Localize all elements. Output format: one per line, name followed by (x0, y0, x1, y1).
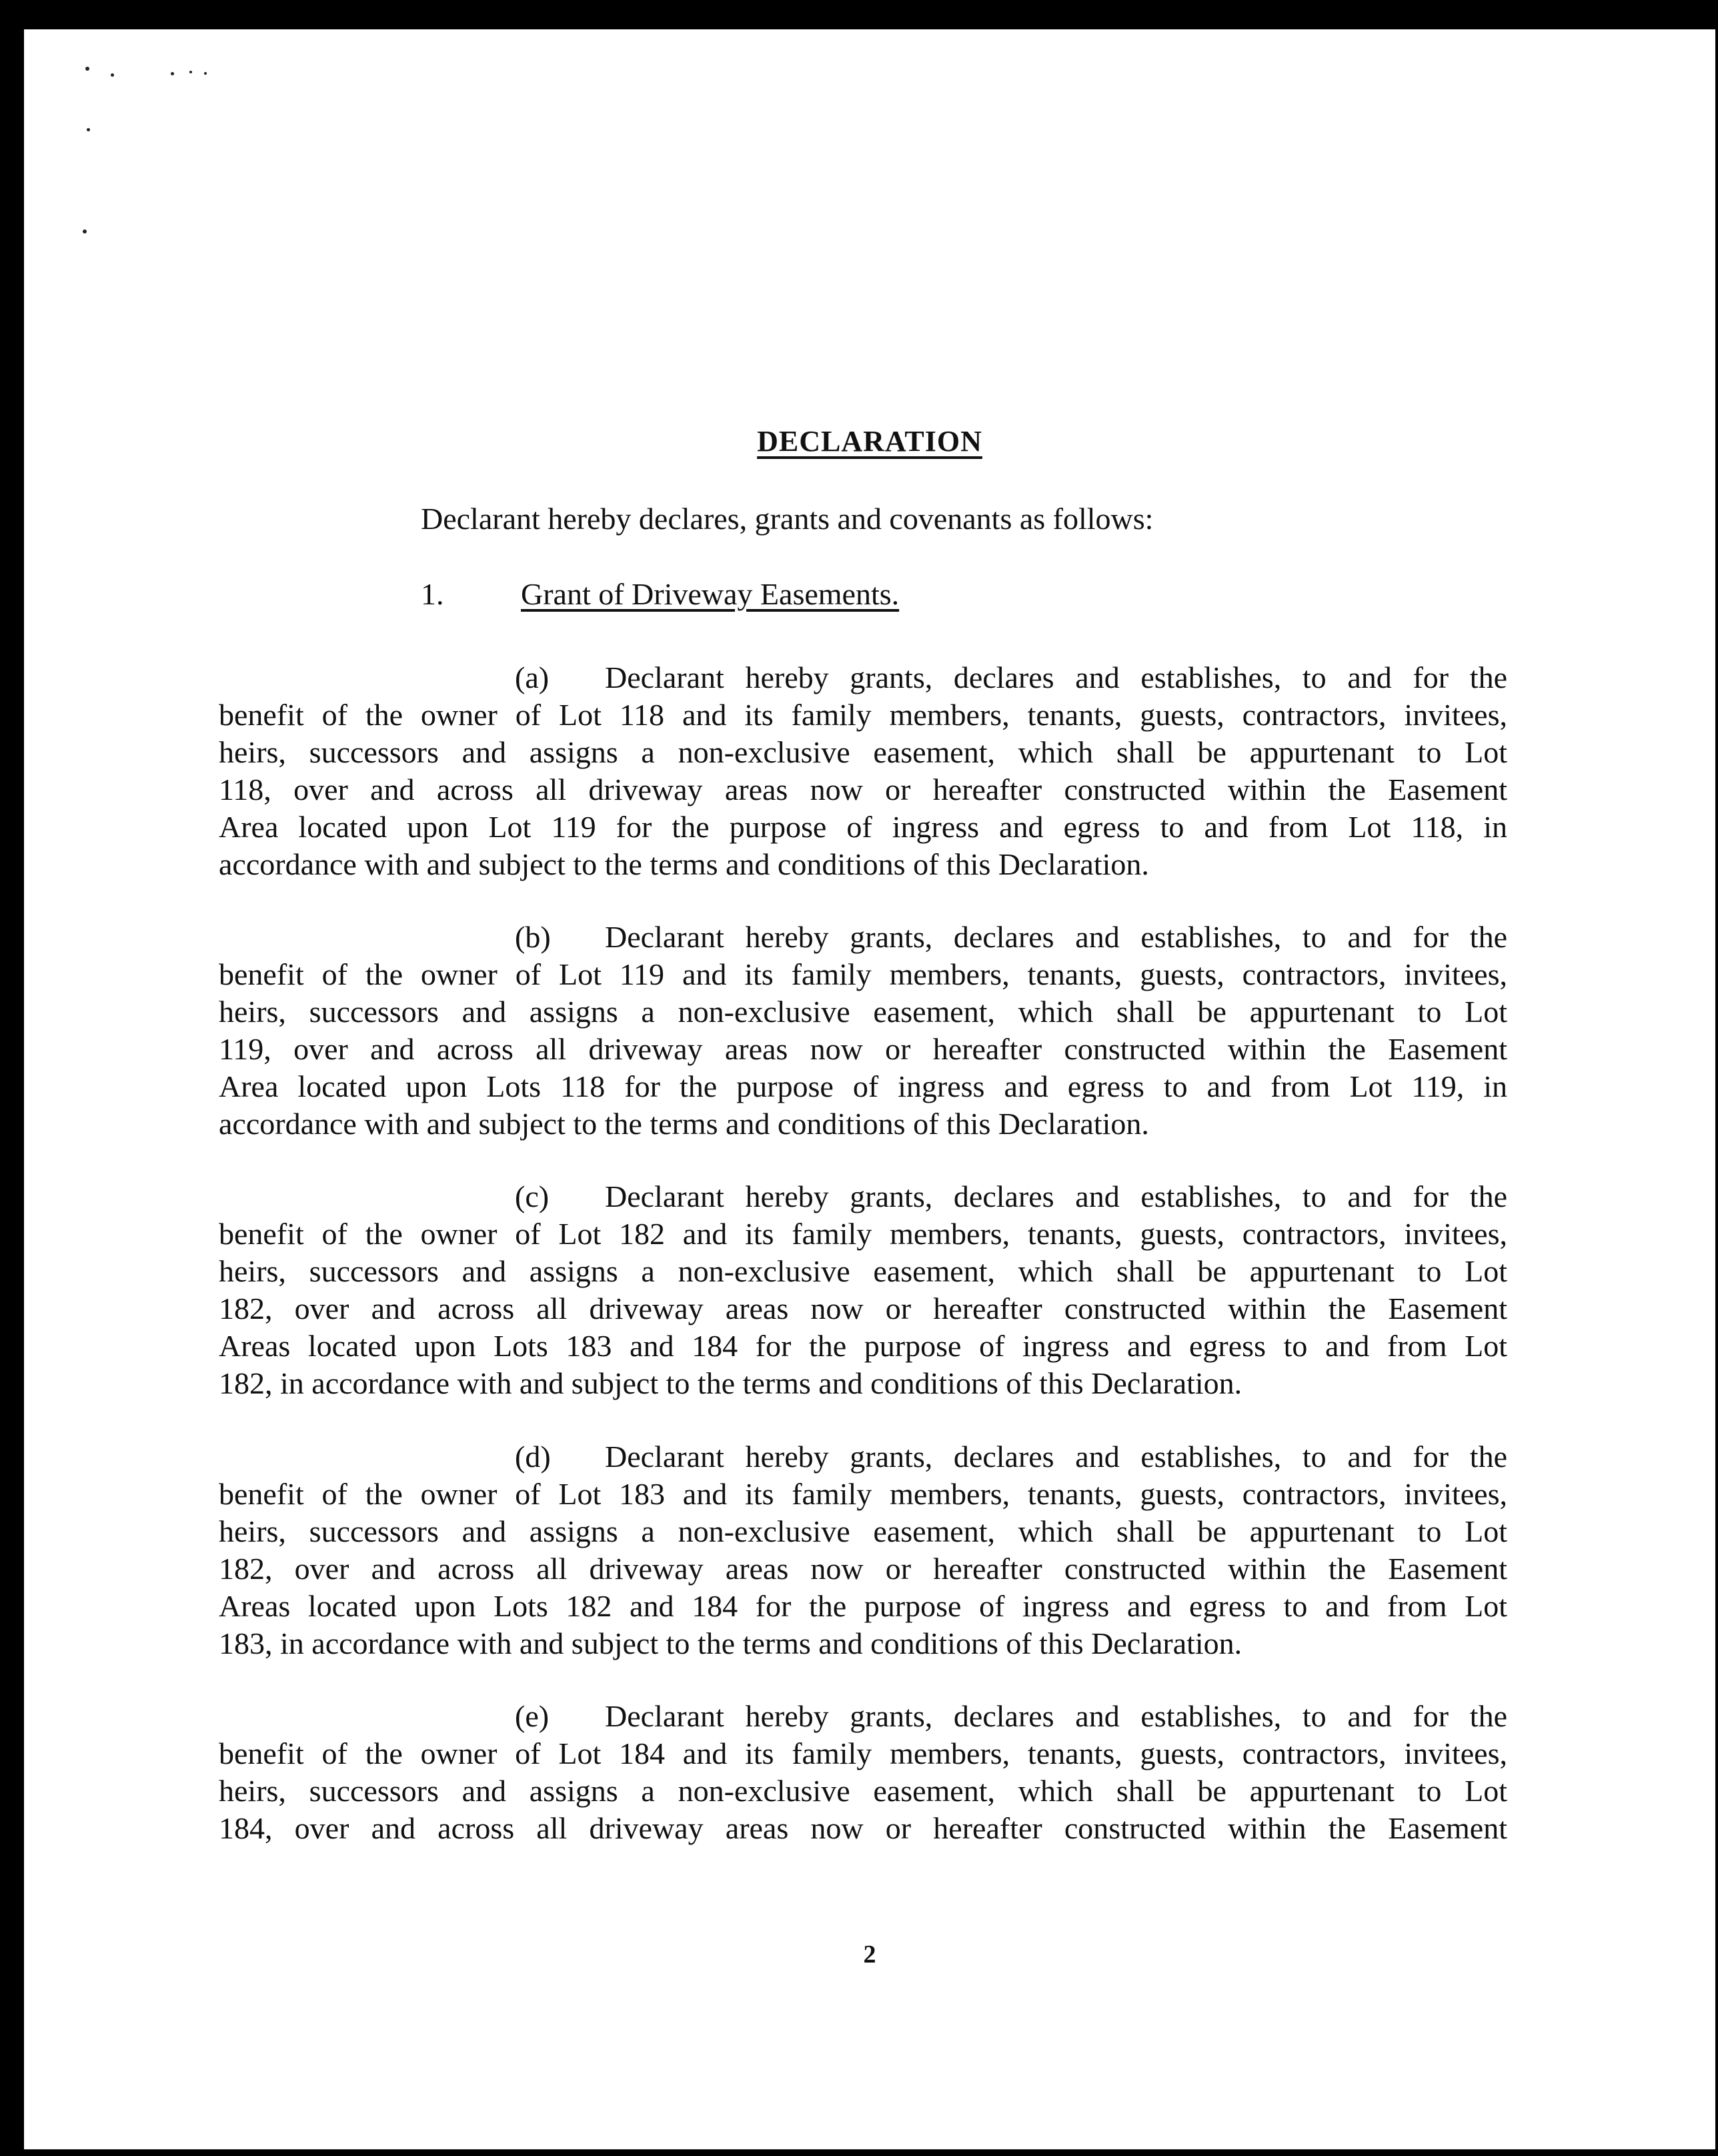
section-title: Grant of Driveway Easements. (521, 577, 900, 611)
paragraph-line: heirs, successors and assigns a non-exclusive easement, which shall be appurtenant to Lot (219, 735, 1507, 769)
paragraph-line: benefit of the owner of Lot 183 and its family members, tenants, guests, contractors, invitees, (219, 1477, 1507, 1511)
scan-speck (85, 67, 89, 71)
paragraph-line-text: Declarant hereby grants, declares and establishes, to and for the (605, 920, 1507, 954)
paragraph-line: Areas located upon Lots 182 and 184 for the purpose of ingress and egress to and from Lot (219, 1589, 1507, 1623)
paragraph-line: 182, over and across all driveway areas now or hereafter constructed within the Easement (219, 1291, 1507, 1325)
paragraph-line: accordance with and subject to the terms and conditions of this Declaration. (219, 847, 1149, 881)
paragraph-line: 184, over and across all driveway areas now or hereafter constructed within the Easement (219, 1811, 1507, 1845)
section-heading (421, 576, 899, 612)
paragraph-line: heirs, successors and assigns a non-exclusive easement, which shall be appurtenant to Lot (219, 1774, 1507, 1808)
paragraph-line: benefit of the owner of Lot 118 and its family members, tenants, guests, contractors, invitees, (219, 698, 1507, 732)
paragraph (219, 919, 1507, 1143)
paragraph-label: (c) (515, 1179, 550, 1213)
paragraph-line: benefit of the owner of Lot 182 and its family members, tenants, guests, contractors, invitees, (219, 1217, 1507, 1251)
paragraph-first-line (219, 919, 1507, 956)
paragraph-line: benefit of the owner of Lot 119 and its family members, tenants, guests, contractors, invitees, (219, 957, 1507, 991)
paragraph-line: accordance with and subject to the terms and conditions of this Declaration. (219, 1107, 1149, 1141)
paragraph-label: (a) (515, 660, 550, 694)
document-page (24, 29, 1715, 2149)
scan-speck (189, 71, 192, 73)
paragraph-line-text: Declarant hereby grants, declares and establishes, to and for the (605, 1440, 1507, 1474)
paragraph-first-line (219, 659, 1507, 696)
scan-speck (171, 72, 174, 75)
paragraph (219, 1698, 1507, 1847)
paragraph-line: 182, in accordance with and subject to the terms and conditions of this Declaration. (219, 1366, 1242, 1400)
scan-speck (111, 73, 114, 77)
paragraph-label: (e) (515, 1699, 550, 1733)
scan-speck (87, 128, 90, 131)
paragraph (219, 659, 1507, 883)
paragraph-line: 182, over and across all driveway areas now or hereafter constructed within the Easement (219, 1552, 1507, 1586)
scan-speck (204, 72, 207, 75)
paragraph-line: 183, in accordance with and subject to the terms and conditions of this Declaration. (219, 1626, 1242, 1660)
intro-text: Declarant hereby declares, grants and covenants as follows: (421, 502, 1154, 536)
scan-speck (83, 229, 87, 233)
paragraph-first-line (219, 1178, 1507, 1215)
paragraph (219, 1178, 1507, 1402)
paragraph-line: 118, over and across all driveway areas now or hereafter constructed within the Easement (219, 772, 1507, 806)
paragraph-line: Areas located upon Lots 183 and 184 for the purpose of ingress and egress to and from Lot (219, 1329, 1507, 1363)
paragraph-line: Area located upon Lot 119 for the purpose of ingress and egress to and from Lot 118, in (219, 810, 1507, 844)
paragraph-line-text: Declarant hereby grants, declares and establishes, to and for the (605, 660, 1507, 694)
paragraph-line: heirs, successors and assigns a non-exclusive easement, which shall be appurtenant to Lot (219, 1514, 1507, 1548)
section-number: 1. (421, 577, 444, 611)
paragraph-line-text: Declarant hereby grants, declares and establishes, to and for the (605, 1179, 1507, 1213)
paragraph-first-line (219, 1438, 1507, 1476)
document-title (24, 424, 1715, 458)
paragraph-line-text: Declarant hereby grants, declares and establishes, to and for the (605, 1699, 1507, 1733)
paragraph-line: benefit of the owner of Lot 184 and its family members, tenants, guests, contractors, invitees, (219, 1736, 1507, 1770)
paragraph (219, 1438, 1507, 1662)
paragraph-line: heirs, successors and assigns a non-exclusive easement, which shall be appurtenant to Lot (219, 995, 1507, 1029)
paragraph-line: Area located upon Lots 118 for the purpose of ingress and egress to and from Lot 119, in (219, 1069, 1507, 1103)
page-number: 2 (863, 1941, 876, 1969)
paragraph-label: (d) (515, 1440, 551, 1474)
document-title-text: DECLARATION (757, 425, 982, 458)
paragraph-first-line (219, 1698, 1507, 1735)
paragraph-line: 119, over and across all driveway areas now or hereafter constructed within the Easement (219, 1032, 1507, 1066)
paragraph-label: (b) (515, 920, 551, 954)
paragraph-line: heirs, successors and assigns a non-exclusive easement, which shall be appurtenant to Lot (219, 1254, 1507, 1288)
